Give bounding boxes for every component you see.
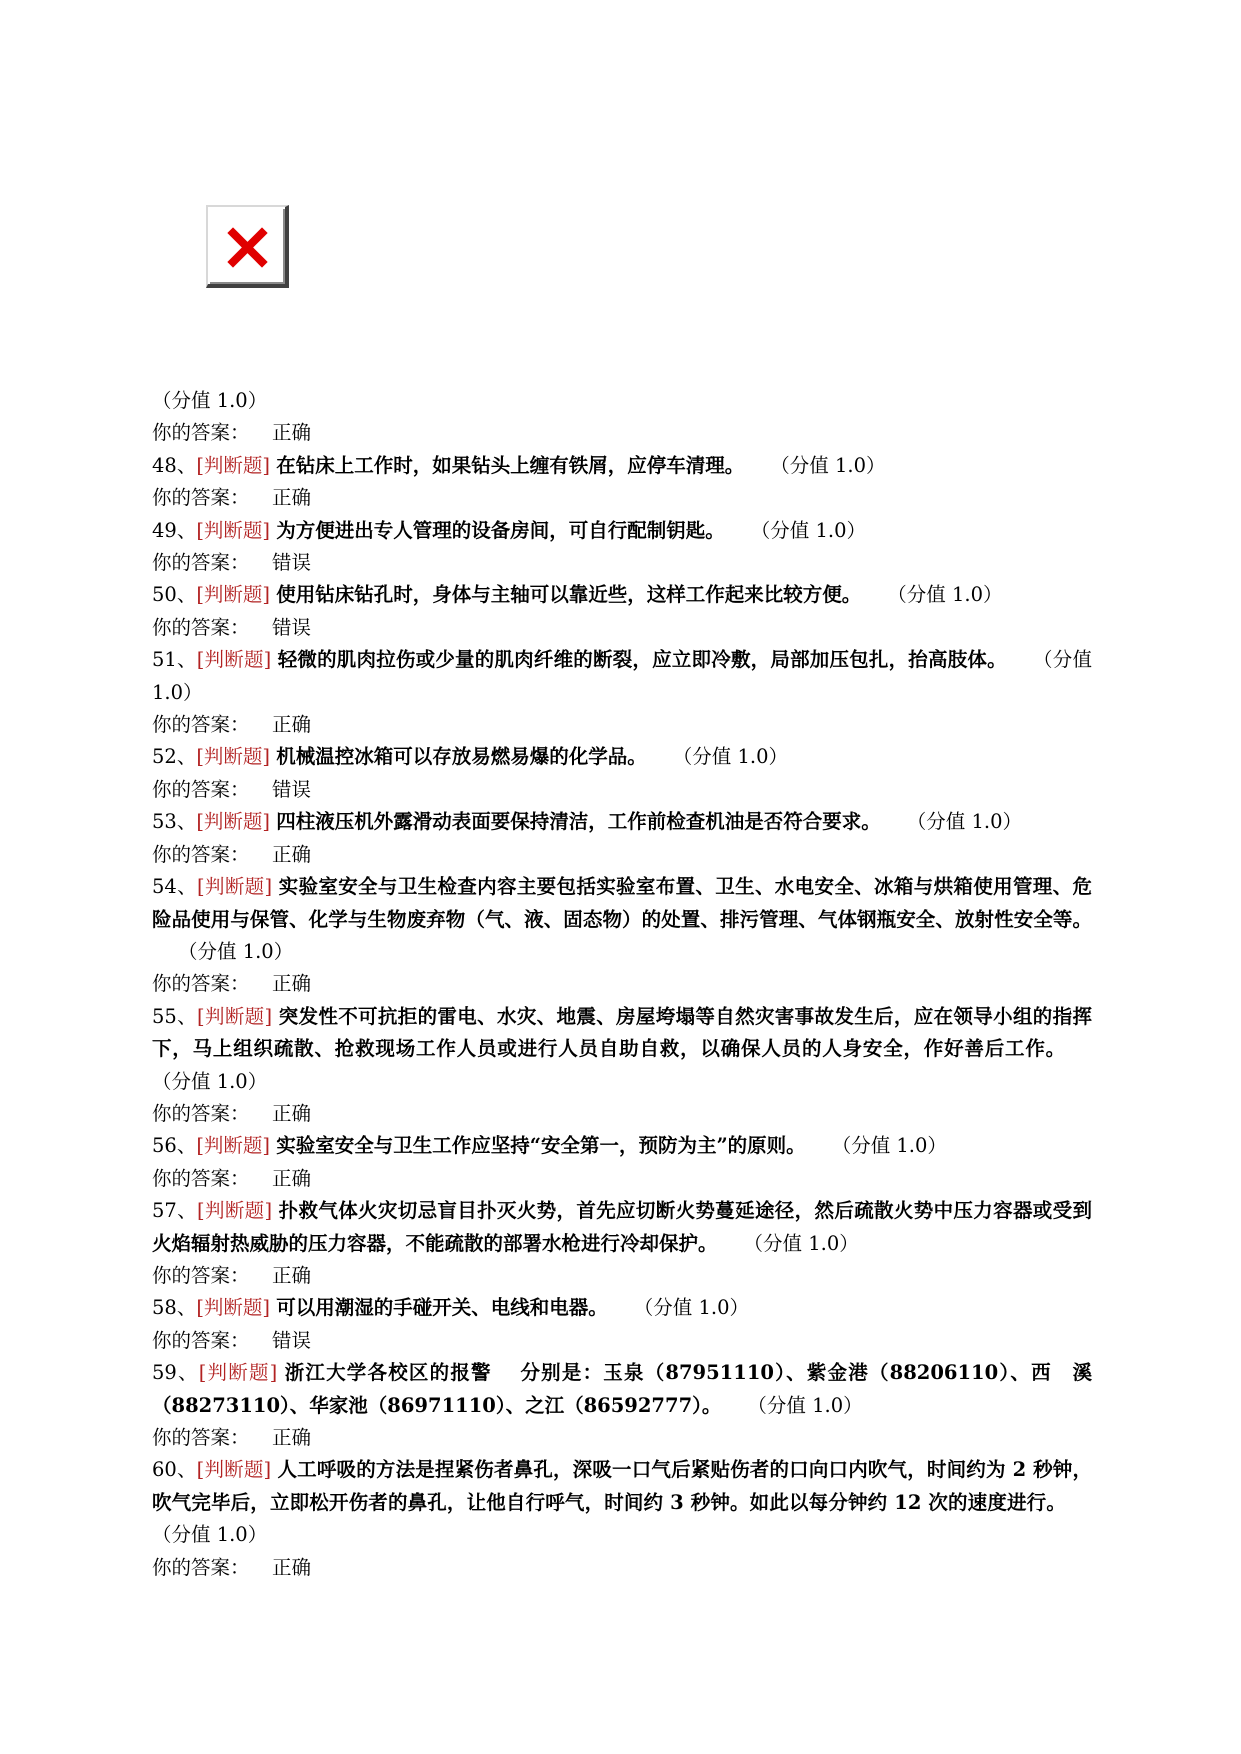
question-number: 58、 (152, 1296, 197, 1320)
answer-line (152, 417, 1092, 449)
score-label: （分值 1.0） (747, 1393, 863, 1417)
question-number: 56、 (152, 1134, 197, 1158)
answer-value: 错误 (272, 1328, 312, 1352)
question-line (152, 741, 1092, 773)
question-text: 四柱液压机外露滑动表面要保持清洁，工作前检查机油是否符合要求。 (276, 810, 881, 834)
answer-line (152, 612, 1092, 644)
answer-value: 正确 (272, 713, 312, 737)
answer-line (152, 1552, 1092, 1584)
score-label: （分值 1.0） (152, 1523, 268, 1547)
question-type: [判断题] (196, 810, 271, 834)
question-line (152, 1292, 1092, 1324)
question-type: [判断题] (196, 453, 271, 477)
answer-line (152, 774, 1092, 806)
answer-value: 正确 (272, 421, 312, 445)
question-type: [判断题] (196, 648, 272, 672)
answer-value: 错误 (272, 551, 312, 575)
question-item (152, 1292, 1092, 1357)
question-type: [判断题] (197, 1004, 273, 1028)
question-number: 50、 (152, 583, 197, 607)
score-label: （分值 1.0） (906, 810, 1022, 834)
question-number: 51、 (152, 648, 197, 672)
question-text: 在钻床上工作时，如果钻头上缠有铁屑，应停车清理。 (276, 453, 745, 477)
question-text: 突发性不可抗拒的雷电、水灾、地震、房屋垮塌等自然灾害事故发生后，应在领导小组的指挥下，马上组织疏散、抢救现场工作人员或进行人员自助自救，以确保人员的人身安全，作好善后工作。 (152, 1004, 1092, 1061)
question-number: 53、 (152, 810, 197, 834)
question-item (152, 1130, 1092, 1195)
question-item (152, 1357, 1092, 1454)
answer-value: 正确 (272, 1101, 312, 1125)
answer-label: 你的答案： (152, 1328, 250, 1352)
question-item (152, 871, 1092, 1001)
question-text: 扑救气体火灾切忌盲目扑灭火势，首先应切断火势蔓延途径，然后疏散火势中压力容器或受到火焰辐射热威胁的压力容器，不能疏散的部署水枪进行冷却保护。 (152, 1199, 1092, 1255)
question-text: 可以用潮湿的手碰开关、电线和电器。 (276, 1296, 608, 1320)
question-type: [判断题] (196, 518, 271, 542)
answer-label: 你的答案： (152, 842, 250, 866)
score-label: （分值 1.0） (750, 518, 866, 542)
answer-value: 正确 (272, 842, 312, 866)
score-label: （分值 1.0） (178, 939, 294, 963)
answer-line (152, 1098, 1092, 1130)
question-item (152, 1454, 1092, 1584)
quiz-answers (152, 385, 1092, 1584)
question-line (152, 450, 1092, 482)
answer-line (152, 1422, 1092, 1454)
question-number: 57、 (152, 1199, 198, 1223)
question-item (152, 579, 1092, 644)
answer-line (152, 1325, 1092, 1357)
answer-label: 你的答案： (152, 551, 250, 575)
score-label: （分值 1.0） (152, 648, 1092, 704)
score-label: （分值 1.0） (887, 583, 1003, 607)
question-text: 使用钻床钻孔时，身体与主轴可以靠近些，这样工作起来比较方便。 (276, 583, 862, 607)
score-label: （分值 1.0） (152, 1069, 268, 1093)
answer-label: 你的答案： (152, 777, 250, 801)
answer-value: 正确 (272, 1426, 312, 1449)
answer-label: 你的答案： (152, 713, 250, 737)
question-type: [判断题] (196, 583, 271, 607)
question-line (152, 871, 1092, 968)
answer-label: 你的答案： (152, 1166, 250, 1190)
question-number: 49、 (152, 518, 197, 542)
answer-label: 你的答案： (152, 486, 250, 510)
question-text: 实验室安全与卫生检查内容主要包括实验室布置、卫生、水电安全、冰箱与烘箱使用管理、危险品使用与保管、化学与生物废弃物（气、液、固态物）的处置、排污管理、气体钢瓶安全、放射性安全等。 (152, 875, 1092, 931)
broken-image-placeholder (206, 205, 289, 288)
question-number: 59、 (152, 1361, 199, 1385)
question-number: 54、 (152, 875, 198, 899)
question-type: [判断题] (196, 1134, 271, 1158)
score-label: （分值 1.0） (672, 745, 788, 769)
question-type: [判断题] (196, 1296, 271, 1320)
question-type: [判断题] (198, 1361, 278, 1385)
question-line (152, 579, 1092, 611)
question-number: 60、 (152, 1458, 197, 1482)
question-line (152, 644, 1092, 709)
question-text: 机械温控冰箱可以存放易燃易爆的化学品。 (276, 745, 647, 769)
question-number: 48、 (152, 453, 197, 477)
question-type: [判断题] (196, 1458, 272, 1482)
score-label: （分值 1.0） (743, 1231, 859, 1255)
question-line (152, 515, 1092, 547)
answer-label: 你的答案： (152, 615, 250, 639)
question-item (152, 741, 1092, 806)
question-line (152, 806, 1092, 838)
answer-line (152, 547, 1092, 579)
answer-label: 你的答案： (152, 972, 250, 996)
answer-value: 正确 (272, 972, 312, 996)
question-line (152, 1130, 1092, 1162)
answer-label: 你的答案： (152, 1101, 250, 1125)
answer-value: 正确 (272, 1555, 312, 1579)
question-text: 轻微的肌肉拉伤或少量的肌肉纤维的断裂，应立即冷敷，局部加压包扎，抬高肢体。 (277, 648, 1007, 672)
score-label: （分值 1.0） (770, 453, 886, 477)
score-label: （分值 1.0） (633, 1296, 749, 1320)
answer-label: 你的答案： (152, 1426, 250, 1449)
answer-line (152, 482, 1092, 514)
question-type: [判断题] (196, 745, 271, 769)
answer-value: 错误 (272, 777, 312, 801)
answer-label: 你的答案： (152, 421, 250, 445)
question-line (152, 1357, 1092, 1422)
question-list (152, 450, 1092, 1584)
question-line (152, 1001, 1092, 1098)
question-number: 52、 (152, 745, 197, 769)
answer-line (152, 839, 1092, 871)
score-label: （分值 1.0） (831, 1134, 947, 1158)
answer-value: 正确 (272, 1166, 312, 1190)
question-type: [判断题] (197, 875, 273, 899)
answer-line (152, 1260, 1092, 1292)
answer-line (152, 1163, 1092, 1195)
answer-line (152, 709, 1092, 741)
question-text: 实验室安全与卫生工作应坚持“安全第一，预防为主”的原则。 (276, 1134, 806, 1158)
score-label: （分值 1.0） (152, 389, 268, 412)
question-number: 55、 (152, 1004, 198, 1028)
score-line (152, 385, 1092, 417)
answer-value: 正确 (272, 486, 312, 510)
question-line (152, 1195, 1092, 1260)
question-text: 为方便进出专人管理的设备房间，可自行配制钥匙。 (276, 518, 725, 542)
answer-line (152, 968, 1092, 1000)
question-item (152, 1195, 1092, 1292)
red-x-icon (225, 225, 270, 270)
question-item (152, 450, 1092, 515)
question-item (152, 1001, 1092, 1131)
answer-value: 错误 (272, 615, 312, 639)
answer-label: 你的答案： (152, 1263, 250, 1287)
question-line (152, 1454, 1092, 1551)
question-text: 人工呼吸的方法是捏紧伤者鼻孔，深吸一口气后紧贴伤者的口向口内吹气，时间约为 2 秒钟，吹气完毕后，立即松开伤者的鼻孔，让他自行呼气，时间约 3 秒钟。如此以每分钟约 12 次的速度进行。 (152, 1458, 1092, 1514)
answer-value: 正确 (272, 1263, 312, 1287)
question-item (152, 644, 1092, 741)
question-type: [判断题] (197, 1199, 273, 1223)
question-item (152, 806, 1092, 871)
question-text: 浙江大学各校区的报警 分别是：玉泉（87951110）、紫金港（88206110）、西 溪（88273110）、华家池（86971110）、之江（86592777）。 (152, 1361, 1092, 1417)
question-item (152, 515, 1092, 580)
answer-label: 你的答案： (152, 1555, 250, 1579)
